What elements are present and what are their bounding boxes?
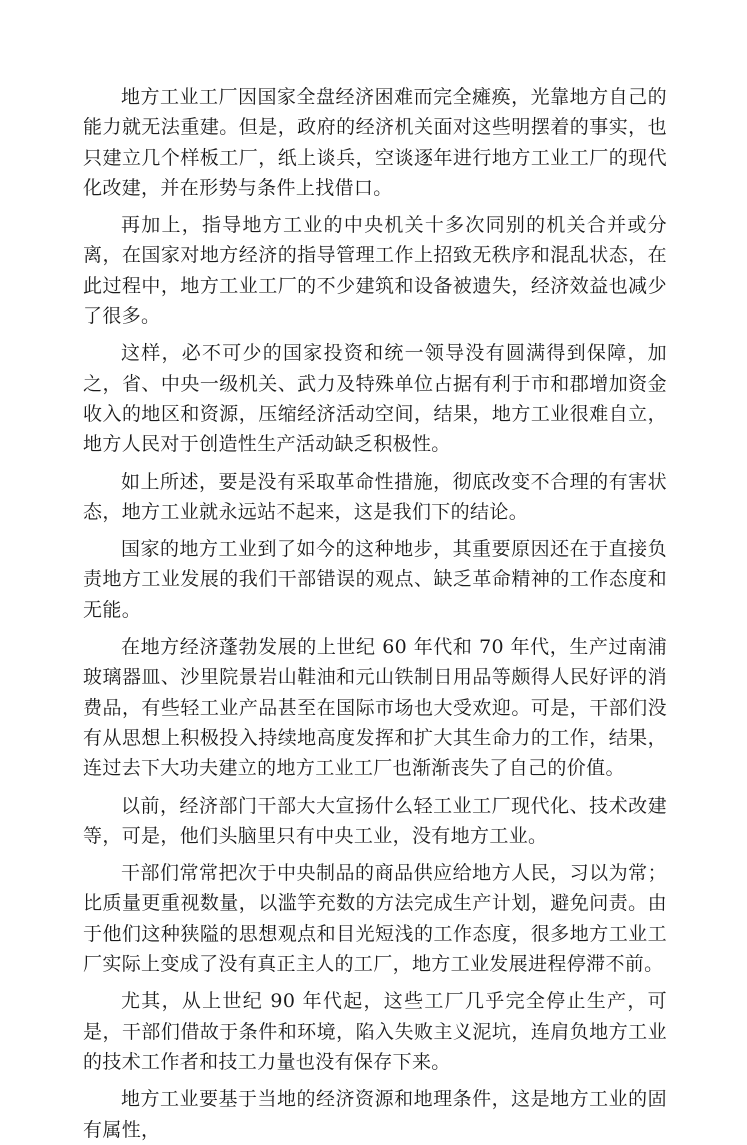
paragraph-5: 国家的地方工业到了如今的这种地步，其重要原因还在于直接负责地方工业发展的我们干部错误的观点、缺乏革命精神的工作态度和无能。	[83, 538, 667, 621]
paragraph-2: 再加上，指导地方工业的中央机关十多次同别的机关合并或分离，在国家对地方经济的指导管理工作上招致无秩序和混乱状态，在此过程中，地方工业工厂的不少建筑和设备被遗失，经济效益也减少了很多。	[83, 214, 667, 328]
paragraph-6: 在地方经济蓬勃发展的上世纪 60 年代和 70 年代，生产过南浦玻璃器皿、沙里院景岩山鞋油和元山铁制日用品等颇得人民好评的消费品，有些轻工业产品甚至在国际市场也大受欢迎。可是，干部们没有从思想上积极投入持续地高度发挥和扩大其生命力的工作，结果，连过去下大功夫建立的地方工业工厂也渐渐丧失了自己的价值。	[83, 636, 667, 780]
paragraph-8: 干部们常常把次于中央制品的商品供应给地方人民，习以为常；比质量更重视数量，以滥竽充数的方法完成生产计划，避免问责。由于他们这种狭隘的思想观点和目光短浅的工作态度，很多地方工业工厂实际上变成了没有真正主人的工厂，地方工业发展进程停滞不前。	[83, 862, 667, 976]
paragraph-4: 如上所述，要是没有采取革命性措施，彻底改变不合理的有害状态，地方工业就永远站不起来，这是我们下的结论。	[83, 470, 667, 523]
paragraph-9: 尤其，从上世纪 90 年代起，这些工厂几乎完全停止生产，可是，干部们借故于条件和环境，陷入失败主义泥坑，连肩负地方工业的技术工作者和技工力量也没有保存下来。	[83, 990, 667, 1073]
paragraph-7: 以前，经济部门干部大大宣扬什么轻工业工厂现代化、技术改建等，可是，他们头脑里只有中央工业，没有地方工业。	[83, 794, 667, 847]
paragraph-3: 这样，必不可少的国家投资和统一领导没有圆满得到保障，加之，省、中央一级机关、武力及特殊单位占据有利于市和郡增加资金收入的地区和资源，压缩经济活动空间，结果，地方工业很难自立，地方人民对于创造性生产活动缺乏积极性。	[83, 342, 667, 456]
paragraph-1: 地方工业工厂因国家全盘经济困难而完全瘫痪，光靠地方自己的能力就无法重建。但是，政府的经济机关面对这些明摆着的事实，也只建立几个样板工厂，纸上谈兵，空谈逐年进行地方工业工厂的现代化改建，并在形势与条件上找借口。	[83, 86, 667, 199]
paragraph-10: 地方工业要基于当地的经济资源和地理条件，这是地方工业的固有属性，	[83, 1088, 667, 1141]
